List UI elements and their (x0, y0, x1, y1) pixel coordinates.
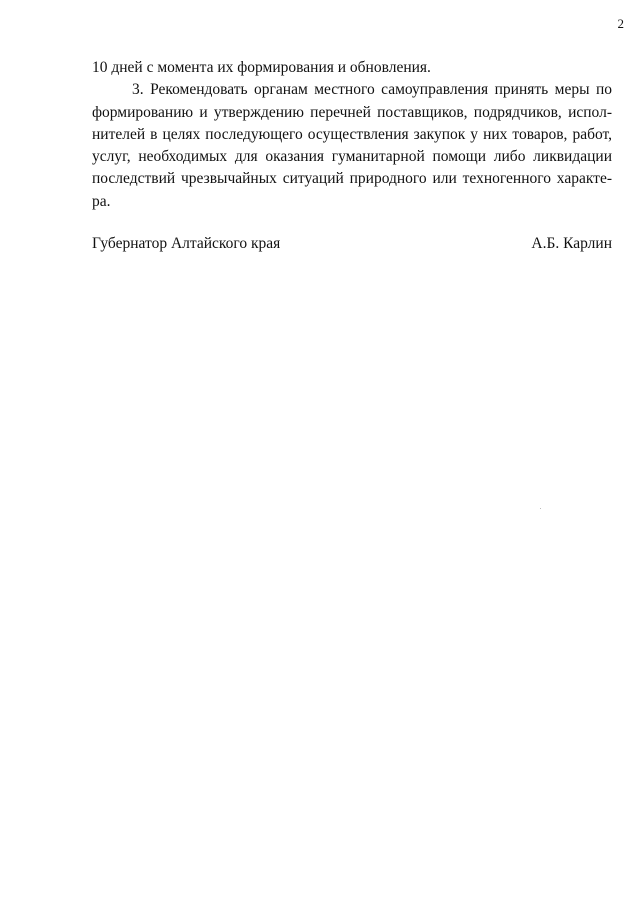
signature-block (92, 234, 612, 254)
continuation-line: 10 дней с момента их формирования и обновления. (92, 59, 431, 76)
item-3-line-3: нителей в целях последующего осуществления закупок у них товаров, работ, (92, 125, 612, 143)
item-3-line-4: услуг, необходимых для оказания гуманитарной помощи либо ликвидации (92, 148, 612, 166)
page-number: 2 (617, 16, 624, 31)
item-3-line-1: 3. Рекомендовать органам местного самоуправления принять меры по (132, 81, 612, 99)
item-3-line-6: ра. (92, 192, 111, 210)
signatory-position: Губернатор Алтайского края (92, 235, 281, 252)
scan-speck (540, 508, 541, 509)
document-body (92, 57, 612, 213)
signatory-name: А.Б. Карлин (531, 235, 612, 252)
item-3-line-2: формированию и утверждению перечней поставщиков, подрядчиков, испол- (92, 103, 612, 121)
item-3-line-5: последствий чрезвычайных ситуаций природного или техногенного характе- (92, 170, 612, 188)
item-3-paragraph (92, 79, 612, 213)
continuation-paragraph (92, 57, 612, 79)
